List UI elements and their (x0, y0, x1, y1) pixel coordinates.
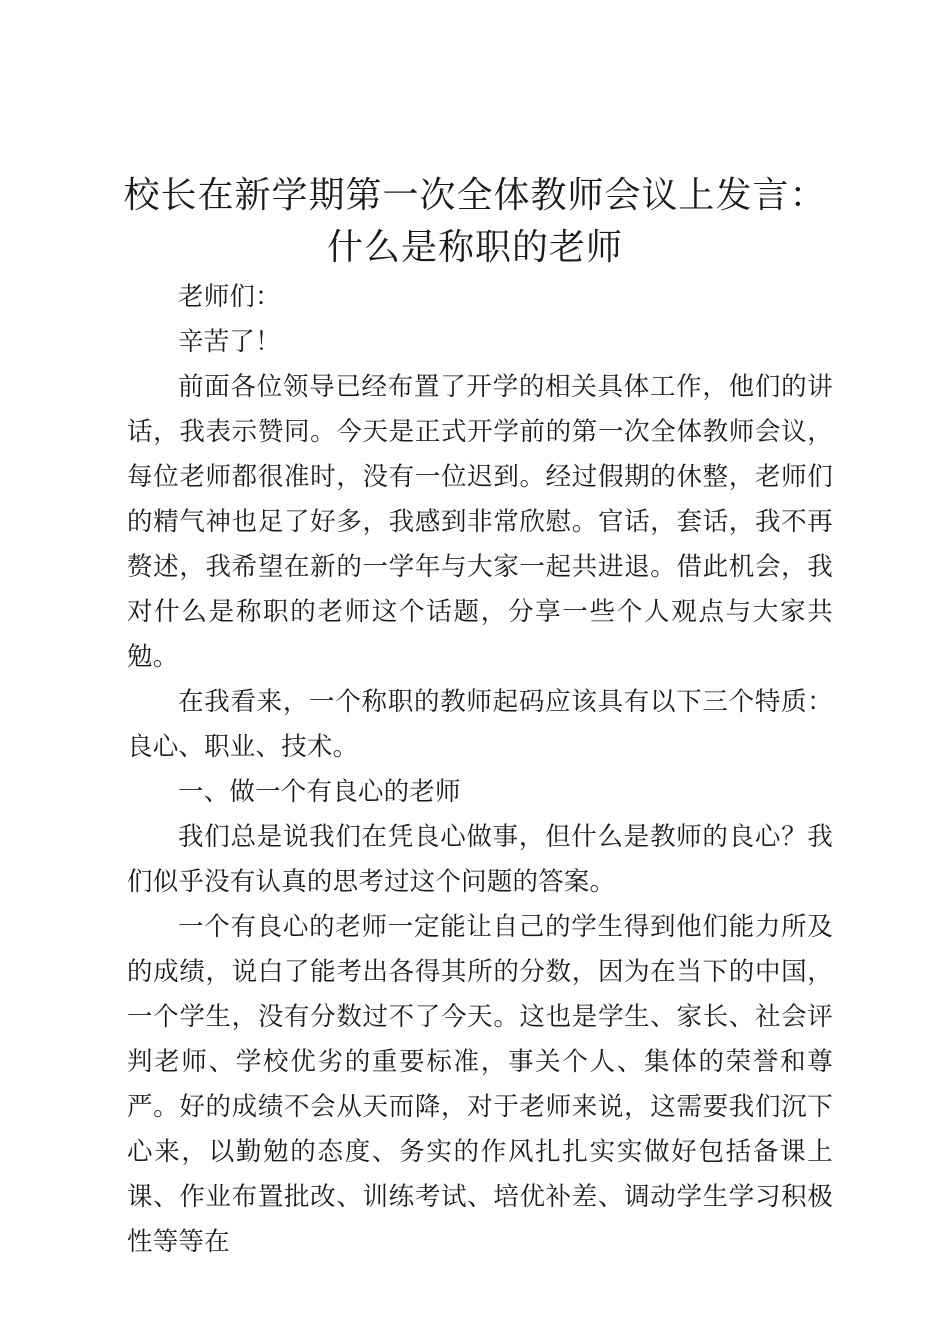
paragraph-thesis: 在我看来，一个称职的教师起码应该具有以下三个特质：良心、职业、技术。 (127, 687, 833, 762)
document-body (127, 275, 833, 1265)
paragraph-conscience-question: 我们总是说我们在凭良心做事，但什么是教师的良心？我们似乎没有认真的思考过这个问题的答案。 (127, 822, 833, 897)
paragraph-conscience-detail: 一个有良心的老师一定能让自己的学生得到他们能力所及的成绩，说白了能考出各得其所的分数，因为在当下的中国，一个学生，没有分数过不了今天。这也是学生、家长、社会评判老师、学校优劣的重要标准，事关个人、集体的荣誉和尊严。好的成绩不会从天而降，对于老师来说，这需要我们沉下心来，以勤勉的态度、务实的作风扎扎实实做好包括备课上课、作业布置批改、训练考试、培优补差、调动学生学习积极性等等在 (127, 912, 833, 1257)
document-title: 校长在新学期第一次全体教师会议上发言：什么是称职的老师 (123, 175, 827, 268)
paragraph-intro: 前面各位领导已经布置了开学的相关具体工作，他们的讲话，我表示赞同。今天是正式开学前的第一次全体教师会议，每位老师都很准时，没有一位迟到。经过假期的休整，老师们的精气神也足了好多，我感到非常欣慰。官话，套话，我不再赘述，我希望在新的一学年与大家一起共进退。借此机会，我对什么是称职的老师这个话题，分享一些个人观点与大家共勉。 (127, 372, 833, 672)
paragraph-greeting: 辛苦了！ (178, 327, 281, 357)
paragraph-salutation: 老师们： (178, 282, 281, 312)
section-heading-conscience: 一、做一个有良心的老师 (178, 777, 461, 807)
